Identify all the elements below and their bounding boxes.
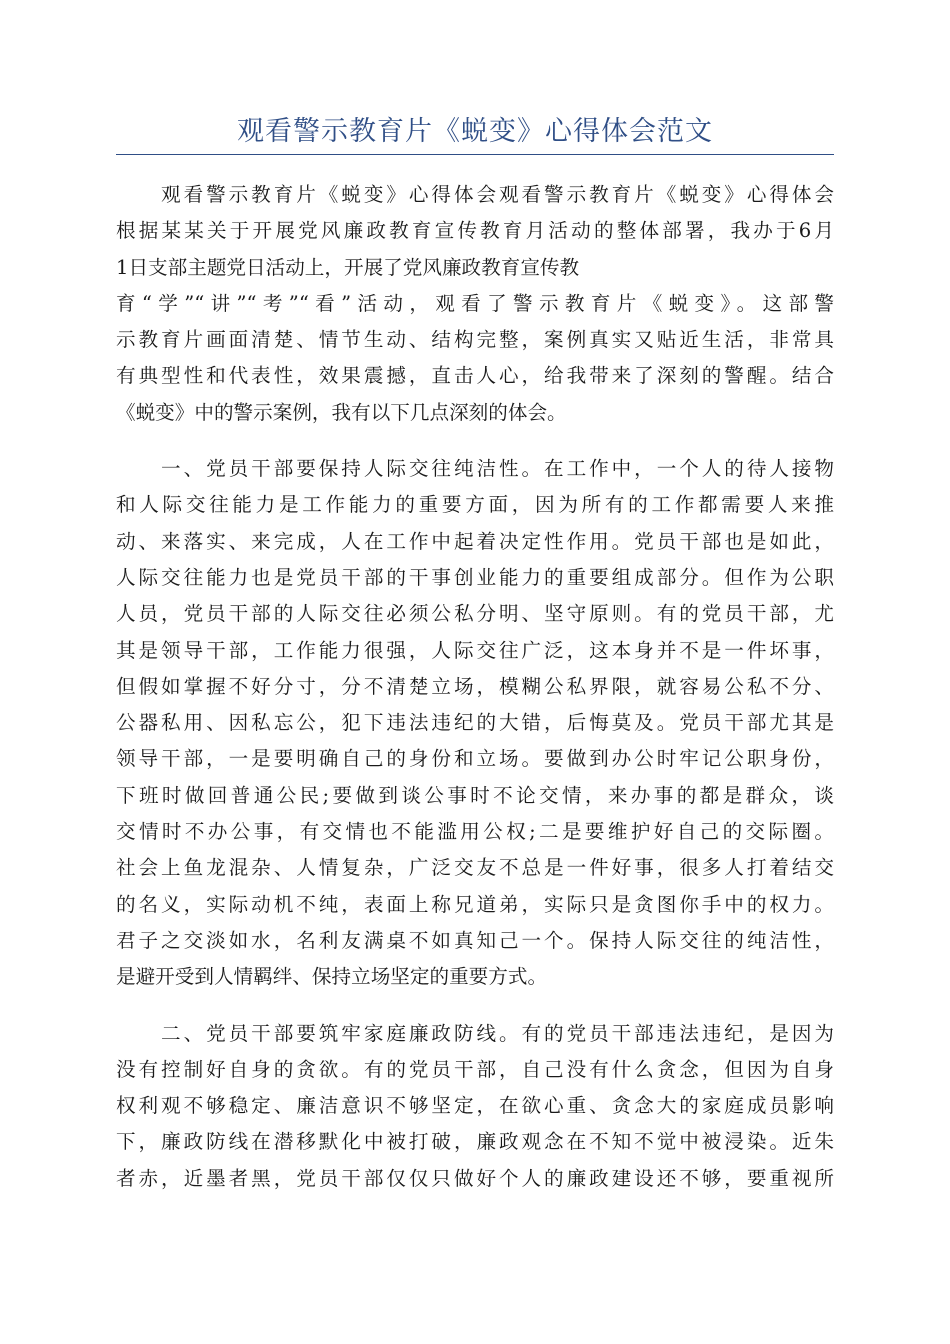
text-line: 人际交往能力也是党员干部的干事创业能力的重要组成部分。但作为公职 [116,565,834,589]
text-line: 交情时不办公事，有交情也不能滥用公权;二是要维护好自己的交际圈。 [116,820,834,844]
text-line: 观看警示教育片《蜕变》心得体会观看警示教育片《蜕变》心得体会 [116,183,834,206]
text-line: 君子之交淡如水，名利友满桌不如真知己一个。保持人际交往的纯洁性， [116,928,834,952]
text-line: 一、党员干部要保持人际交往纯洁性。在工作中，一个人的待人接物 [116,457,834,481]
text-line: 示教育片画面清楚、情节生动、结构完整，案例真实又贴近生活，非常具 [116,328,834,352]
text-line: 《蜕变》中的警示案例，我有以下几点深刻的体会。 [116,400,567,424]
text-line: 社会上鱼龙混杂、人情复杂，广泛交友不总是一件好事，很多人打着结交 [116,856,834,880]
text-line: 育“学”“讲”“考”“看”活动，观看了警示教育片《蜕变》。这部警 [116,291,834,315]
text-line: 根据某某关于开展党风廉政教育宣传教育月活动的整体部署，我办于6月 [116,219,834,243]
text-line: 领导干部，一是要明确自己的身份和立场。要做到办公时牢记公职身份， [116,747,834,771]
document-title: 观看警示教育片《蜕变》心得体会范文 [237,116,713,147]
text-line: 人员，党员干部的人际交往必须公私分明、坚守原则。有的党员干部，尤 [116,602,834,626]
text-line: 者赤，近墨者黑，党员干部仅仅只做好个人的廉政建设还不够，要重视所 [116,1166,834,1190]
text-line: 没有控制好自身的贪欲。有的党员干部，自己没有什么贪念，但因为自身 [116,1057,834,1081]
text-line: 但假如掌握不好分寸，分不清楚立场，模糊公私界限，就容易公私不分、 [116,674,834,698]
paragraph-spacer [116,431,834,451]
text-line: 是避开受到人情羁绊、保持立场坚定的重要方式。 [116,965,548,989]
text-line: 动、来落实、来完成，人在工作中起着决定性作用。党员干部也是如此， [116,529,834,553]
text-line: 二、党员干部要筑牢家庭廉政防线。有的党员干部违法违纪，是因为 [116,1021,834,1045]
text-line: 的名义，实际动机不纯，表面上称兄道弟，实际只是贪图你手中的权力。 [116,892,834,916]
paragraph-spacer [116,996,834,1016]
document-body [116,177,834,1197]
text-line: 权利观不够稳定、廉洁意识不够坚定，在欲心重、贪念大的家庭成员影响 [116,1094,834,1118]
title-underline [116,154,834,155]
text-line: 和人际交往能力是工作能力的重要方面，因为所有的工作都需要人来推 [116,493,834,517]
paragraph-point-two [116,1016,834,1197]
text-line: 其是领导干部，工作能力很强，人际交往广泛，这本身并不是一件坏事， [116,638,834,662]
text-line: 有典型性和代表性，效果震撼，直击人心，给我带来了深刻的警醒。结合 [116,364,834,388]
text-line: 1日支部主题党日活动上，开展了党风廉政教育宣传教 [116,255,580,279]
text-line: 公器私用、因私忘公，犯下违法违纪的大错，后悔莫及。党员干部尤其是 [116,711,834,735]
text-line: 下，廉政防线在潜移默化中被打破，廉政观念在不知不觉中被浸染。近朱 [116,1130,834,1154]
paragraph-intro [116,177,834,431]
text-line: 下班时做回普通公民;要做到谈公事时不论交情，来办事的都是群众，谈 [116,783,834,807]
paragraph-point-one [116,451,834,995]
